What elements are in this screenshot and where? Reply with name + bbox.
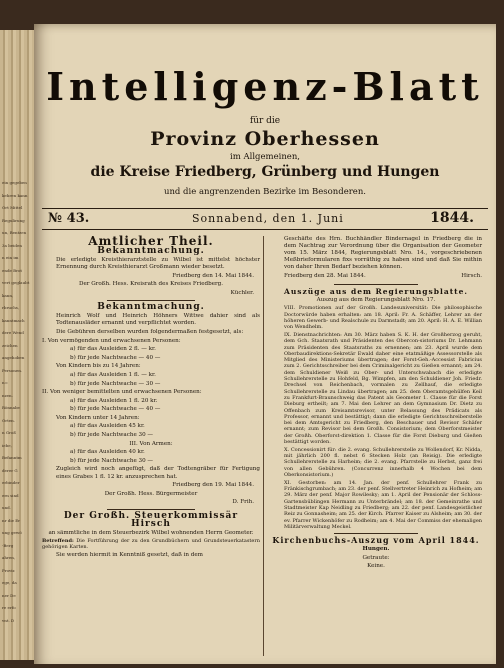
stack-text-fragment: zeichen [2,342,18,348]
fee-sub: Von Kindern bis zu 14 Jahren: [56,363,141,370]
stack-text-fragment: Proviz [2,567,15,573]
separator-rule [334,284,419,285]
continued-name: Hirsch. [461,273,482,280]
stack-text-fragment: Rönnabe [2,405,20,410]
fee-section-1: I. Von vermögenden und erwachsenen Personen: [42,337,181,344]
stack-text-fragment: ung gewö [2,530,22,535]
regierungsblatt-title: Auszüge aus dem Regierungsblatte. [284,286,468,296]
stack-text-fragment: n ein im [2,255,19,260]
stack-text-fragment: rbruchs, [2,305,20,310]
stack-text-fragment: Befanntm [2,455,22,460]
notice-2-intro: Heinrich Wolf und Heinrich Höhners Wittwe dahier sind als Todtenausläder ernannt und verpflichtet worden. [56,313,260,327]
fee-line: a) für das Ausleiden 1 fl. — kr. [70,371,156,378]
fee-line: a) für das Ausleiden 40 kr. [70,449,145,456]
masthead-allgemeinen: im Allgemeinen, [229,152,301,162]
column-divider [263,236,264,656]
continued-place: Friedberg den 28. Mai 1844. [284,273,366,280]
left-column [42,236,260,561]
notice-2-signatory: Der Großh. Hess. Bürgermeister [104,490,198,497]
fee-sub: Von Kindern unter 14 Jahren: [56,414,140,421]
fee-line: b) für jede Nachtwache 30 — [70,457,154,464]
kirchenbuch-title: Kirchenbuchs-Auszug vom April 1844. [272,535,480,546]
fee-line: b) für jede Nachtwache — 30 — [70,380,161,387]
notice-1-signatory: Der Großh. Hess. Kreisrath des Kreises Friedberg. [78,281,224,288]
fee-section-3: III. Von Armen: [129,440,173,447]
stack-text-fragment: erbinder [2,480,20,485]
notice-3-text: Die Fortführung der zu den Grundbüchern und Grundsteuerkatastern gehörigen Karten. [42,538,260,551]
stack-text-fragment: iebe, [2,442,12,448]
stack-text-fragment: re erfo [2,605,16,610]
notice-2-name: D. Frih. [232,499,254,506]
notice-1-text: Die erledigte Kreisthierarztstelle zu Wilbel ist mittelst höchster Ernennung durch Kreisthierarzt Großmann wieder besetzt. [56,257,260,271]
regierungsblatt-ix: IX. Dienstnachrichten: Am 30. März haben S. K. H. der Großherzog geruht, dem Gch. Staatsrath und Präsidenten des Obercon-sistoriums Dr. Lehmann zum Präsidenten des Staatsraths zu ernennen; am 23. April wurde dem Oberbaudirektions-Sekretär Ewald daher eine etatmäßige Assessorstelle als Mitglied des Ministeriums übertragen; der Forst-Geh.-Accessist Fabricius zum 2. Gerichtsschreiber bei dem Criminalgericht zu Gießen ernannt; am 24. dem Schuldiener Weiß zu Ober- und Unterschwabach die erledigte Schullehrerstelle zu Hohfeld, Bg. Wimpfen, am den Schuldiener Joh. Friedr. Drechsel von Reichenbach, vormalen zu Zellhauf, die erledigte Schullehrerstelle zu Lindau übertragen; am 25. dem Oberamtsgehülfen Keil zu Frankfurt-Braunschweig das Patent als Geometer 1. Classe für die Forst Dieburg ertheilt; am 7. Mai den Lehrer an dem Gymnasium Dr. Dietz zu Offenbach zum Kreisamtsrevisor, unter Belassung des Prädicats als Professor, ernannt und bestättigt; dann die erledigte Gerichtsschreiberstelle bei dem Amtsgericht zu Friedberg, den Beschauer und Revisor Schäfer ernannt; zum Revisor bei dem Großh. Consistorium; dem Oberforstmeister der Großh. Oberforst-direktion 1. Classe für die Forst Dieburg und Gießen bestättigt worden. [284,331,482,445]
continued-notice: Geschäfte des Hrn. Buchhändler Bindernagel in Friedberg die in dem Nachtrag zur Verordnung über die Organisation der Geometer vom 15. März 1844, Regierungsblatt Nro. 14., vorgeschriebenen Meßbrieformularen fixs vorräthig zu haben sind und daß Sie mithin von daher Ihren Bedarf beziehen können. [284,236,482,271]
regierungsblatt-x: X. Concessionirt für: die 2. evang. Schullehrerstelle zu Wollendorf, Kr. Nidda, mit jährlich 200 fl. nebst 6 Stecken Holz (an Reisig). Die erledigte Schullehrerstelle zu Harheim; die 2. evang. Pfarrstelle zu Herbst, ganz frei von allen Gebühren. (Concurrenz innerhalb 4 Wochen bei dem Oberkonsistorium.) [284,446,482,478]
notice-2-place: Friedberg den 19. Mai 1844. [172,482,254,489]
stack-text-fragment: -Berg [2,542,14,548]
notice-2-title: Bekanntmachung. [97,302,205,313]
issue-year: 1844. [430,210,474,226]
fee-line: b) für jede Nachtwache — 40 — [70,406,161,413]
stack-text-fragment: n Groß [2,430,17,435]
masthead-fuer-die: für die [249,116,281,126]
regierungsblatt-xi: XI. Gestorben: am 14. Jan. der penf. Schullehrer Frank zu Fränkischgrumbach; am 23. der penf. Stellvertreter Heinrich zu Hofheim; am 29. März der penf. Major Rowilesky; am 1. April der Pensionär der Schloss-Gartensbüblingen Hermann zu Unterbrändel; am 18. der Gemeinrathe und Stadtmeister Kap Neidling zu Friedberg; am 22. der penf. Landesgeistlicher Reiz zu Gonnasheim; am 25. der Kirch. Pfarrer Kaiser zu Alsheim; am 30. der ev. Pfarrer Wickenhöfer zu Rodheim; am 4. Mai der Commiss der ehemaligen Militärverwaltung Meckel. [284,479,482,530]
stack-text-fragment: angehoben [2,355,25,360]
notice-1-title: Bekanntmachung. [97,246,205,257]
stack-text-fragment: Orten. [2,417,16,423]
stack-text-fragment: 3a beiden [2,242,22,248]
issue-date: Sonnabend, den 1. Juni [192,212,344,225]
stack-text-fragment: ende Brot [2,267,23,273]
newspaper-page [34,24,496,664]
masthead-kreise: die Kreise Friedberg, Grünberg und Hungen [90,164,440,180]
stack-text-fragment: ern sind [2,492,19,498]
separator-rule [334,533,419,534]
right-column [270,236,482,572]
stack-text-fragment: ahren, [2,555,16,560]
dateline-bar [42,208,488,230]
fee-line: b) für jede Nachtwache 30 — [70,432,154,439]
adjacent-page-stack [0,30,38,660]
notice-1-name: Küchler. [230,290,254,297]
notice-2-intro2: Die Gebühren derselben wurden folgendermaßen festgesetzt, als: [56,328,244,335]
stack-text-fragment: derer G [2,467,18,473]
masthead-provinz: Provinz Oberhessen [150,128,380,150]
stack-text-fragment: kanntmach [2,317,25,323]
fee-line: a) für das Ausleiden 45 kr. [70,423,145,430]
kirchenbuch-none: Keine. [367,563,385,570]
stack-text-fragment: ein gegeben [2,180,27,185]
section-heading-amtlich: Amtlicher Theil. [88,234,214,248]
fee-line: a) für das Ausleiden 1 fl. 20 kr. [70,397,158,404]
masthead-title: Intelligenz-Blatt [46,64,484,109]
separator-rule [107,300,194,301]
kirchenbuch-sub: Getraute: [362,554,390,561]
issue-number: № 43. [48,211,90,226]
stack-text-fragment: Personen. [2,367,23,373]
stack-text-fragment: un, Bentzen [2,230,27,235]
fee-section-2: II. Von weniger bemittelten und erwachsenen Personen: [42,389,202,396]
kirchenbuch-place: Hungen. [362,546,390,553]
notice-1-place: Friedberg den 14. Mai 1844. [172,272,254,279]
notice-2-close: Zugleich wird noch angefügt, daß der Todtengräber für Fertigung eines Grabes 1 fl. 12 kr. anzusprechen hat. [56,466,260,480]
regierungsblatt-sub: Auszug aus dem Regierungsblatt Nro. 17. [316,296,436,303]
stack-text-fragment: n= [2,380,8,385]
notice-3-last: Sie werden hiermit in Kenntniß gesetzt, daß in dem [56,552,203,559]
regierungsblatt-viii: VIII. Promotionen auf der Großh. Landesuniversität: Die philosophische Doctorwürde haben erhalten: am 18. April: Fr. A. Schäffer, Lehrer an der höheren Gewerb- und Realschule zu Darmstadt; am 20. April: H. A. E. Willian von Wendhelm. [284,305,482,331]
stack-text-fragment: vnt. D [2,617,15,623]
notice-3-sub: an sämmtliche in dem Steuerbezirk Wilbel wohnenden Herrn Geometer. [48,529,254,536]
stack-text-fragment: nr die Er [2,517,21,523]
stack-text-fragment: ege, da [2,580,17,585]
stack-text-fragment: Ort Mittel [2,205,23,210]
masthead-bezirke: und die angrenzenden Bezirke im Besonderen. [163,187,367,197]
fee-line: b) für jede Nachtwache — 40 — [70,354,161,361]
stack-text-fragment: Regulirung [2,217,25,223]
notice-3-title: Der Großh. Steuerkommissär Hirsch [63,511,239,529]
stack-text-fragment: dere Wend [2,330,24,335]
fee-line: a) für das Ausleiden 2 fl. — kr. [70,346,156,353]
notice-3-label: Betreffend: [42,538,74,545]
stack-text-fragment: kann, [2,292,14,298]
stack-text-fragment: kehren kann [2,192,28,198]
stack-text-fragment: ner De [2,592,16,598]
stack-text-fragment: und. [2,505,11,510]
stack-text-fragment: vert geglaubt [2,280,30,285]
stack-text-fragment: nzen. [2,392,13,398]
